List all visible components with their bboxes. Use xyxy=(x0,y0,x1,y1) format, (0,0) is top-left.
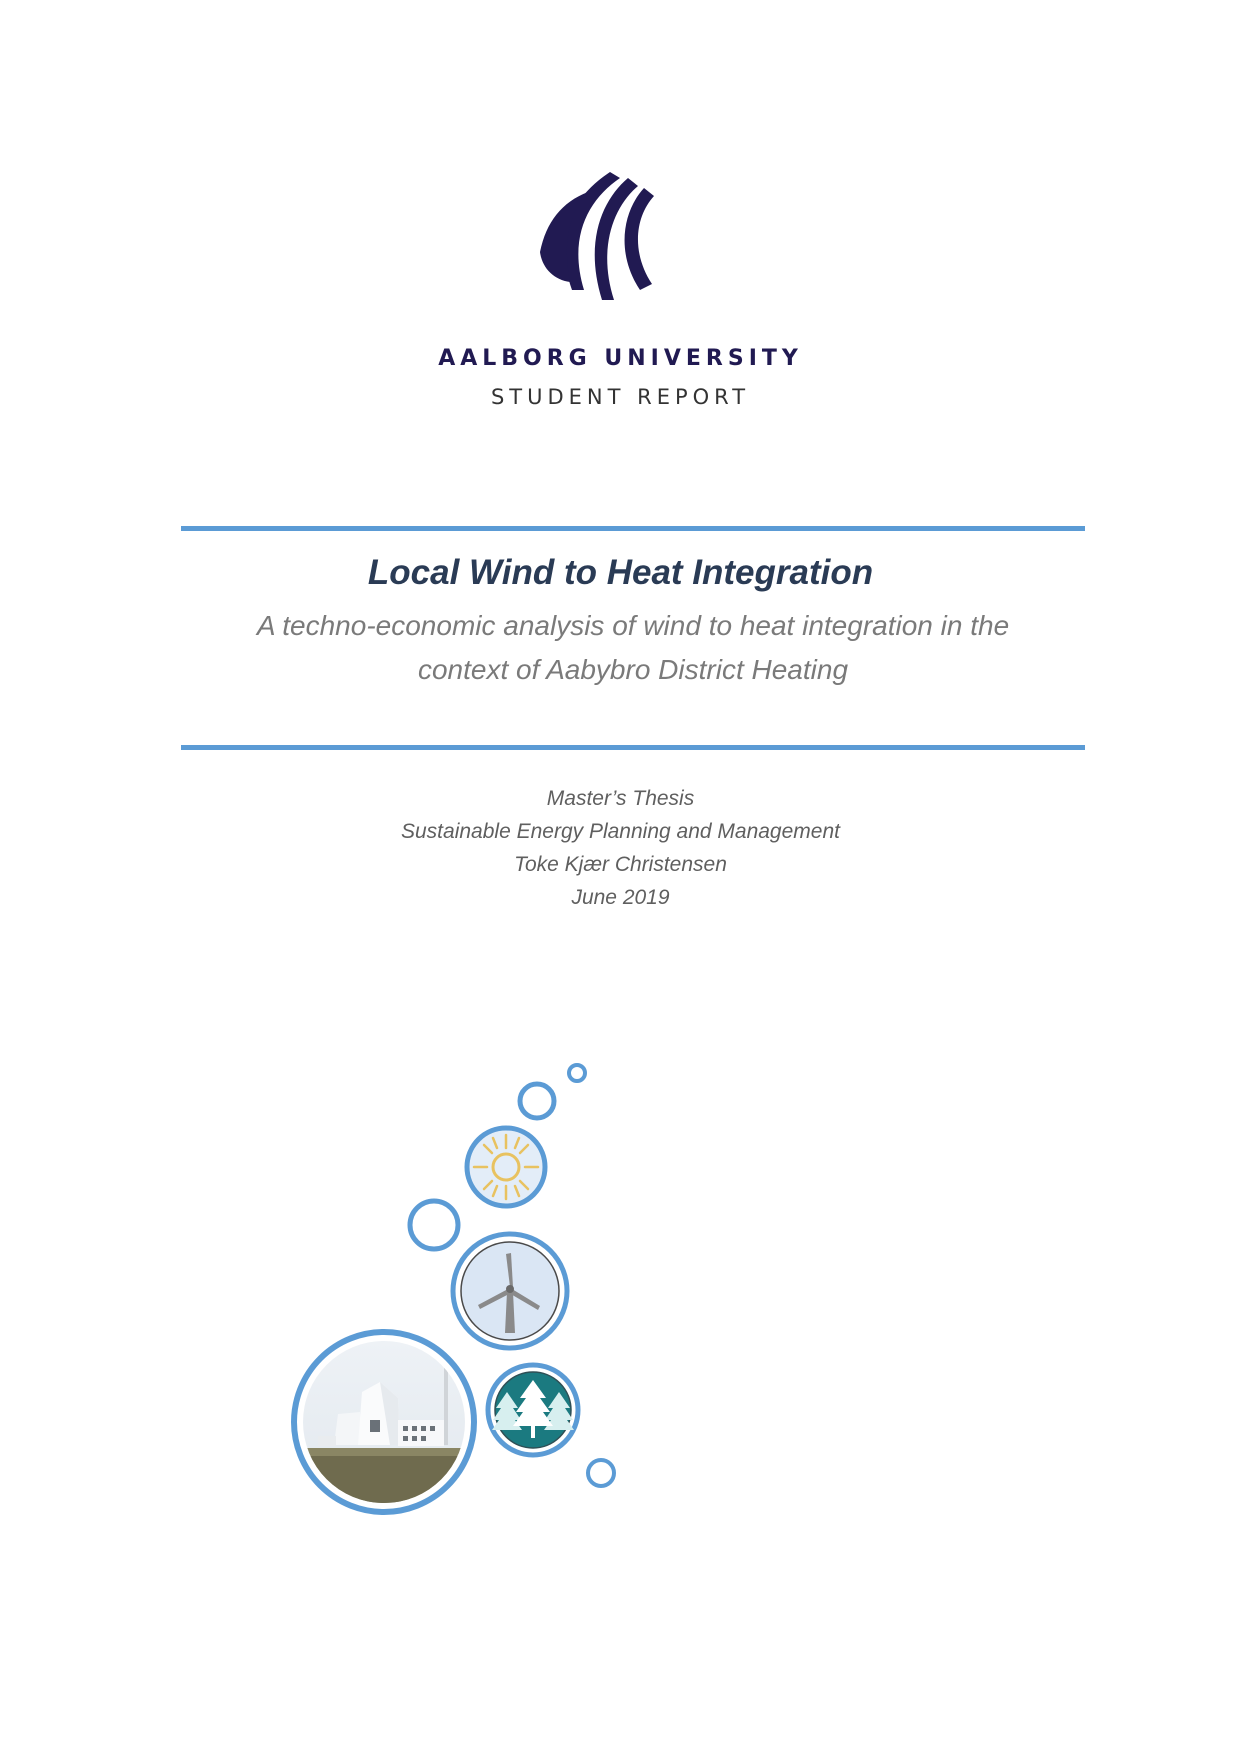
subtitle-line-2: context of Aabybro District Heating xyxy=(417,654,849,685)
subtitle xyxy=(181,604,1085,692)
bubble-tiny-top xyxy=(569,1065,585,1081)
author: Toke Kjær Christensen xyxy=(514,853,727,876)
programme: Sustainable Energy Planning and Management xyxy=(401,820,840,843)
forest-icon xyxy=(488,1365,578,1455)
divider-bottom xyxy=(181,745,1085,750)
subtitle-line-1: A techno-economic analysis of wind to heat integration in the xyxy=(256,610,1010,641)
wind-turbine-icon xyxy=(453,1234,567,1348)
bubble-small-bottom xyxy=(588,1460,614,1486)
thesis-details xyxy=(0,782,1241,914)
sun-icon xyxy=(467,1128,545,1206)
date: June 2019 xyxy=(571,886,670,909)
report-type: STUDENT REPORT xyxy=(490,385,751,409)
aalborg-university-logo xyxy=(540,172,680,312)
bubble-small-top xyxy=(520,1084,554,1118)
university-name: AALBORG UNIVERSITY xyxy=(438,346,803,371)
bubble-small-left xyxy=(410,1201,458,1249)
power-plant-photo xyxy=(294,1332,474,1512)
page-title: Local Wind to Heat Integration xyxy=(367,553,874,592)
degree: Master’s Thesis xyxy=(546,787,695,810)
divider-top xyxy=(181,526,1085,531)
